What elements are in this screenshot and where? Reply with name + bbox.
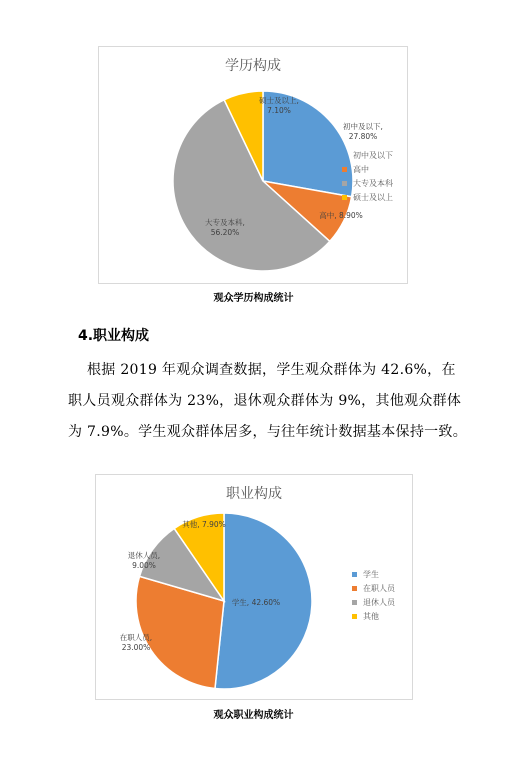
legend-label: 初中及以下	[353, 150, 393, 160]
pie-data-label-2: 退休人员, 9.00%	[127, 551, 161, 570]
legend-item-2	[352, 595, 395, 609]
legend-swatch	[352, 572, 357, 577]
legend-swatch	[342, 181, 347, 186]
occupation-chart-title: 职业构成	[226, 486, 282, 502]
legend-label: 大专及本科	[353, 178, 393, 188]
occupation-chart-frame	[95, 474, 413, 700]
legend-swatch	[352, 614, 357, 619]
section-heading: 4.职业构成	[78, 328, 150, 344]
education-chart-title: 学历构成	[225, 58, 281, 74]
pie-data-label-1: 在职人员, 23.00%	[119, 633, 153, 652]
pie-data-label-0: 初中及以下, 27.80%	[343, 122, 383, 141]
occupation-legend	[352, 567, 395, 623]
legend-label: 学生	[363, 569, 379, 579]
legend-label: 其他	[363, 611, 379, 621]
legend-swatch	[342, 153, 347, 158]
paragraph-line-3: 为 7.9%。学生观众群体居多，与往年统计数据基本保持一致。	[68, 424, 468, 440]
legend-label: 退休人员	[363, 597, 395, 607]
paragraph-line-1: 根据 2019 年观众调查数据，学生观众群体为 42.6%，在	[68, 362, 456, 378]
pie-data-label-0: 学生, 42.60%	[231, 598, 281, 607]
legend-item-3	[352, 609, 395, 623]
legend-label: 高中	[353, 164, 369, 174]
legend-swatch	[352, 600, 357, 605]
legend-item-3	[342, 190, 393, 204]
education-chart-caption: 观众学历构成统计	[213, 293, 294, 304]
legend-swatch	[352, 586, 357, 591]
pie-data-label-3: 其他, 7.90%	[182, 520, 226, 529]
education-chart-frame	[98, 46, 408, 284]
legend-item-0	[352, 567, 395, 581]
pie-data-label-3: 硕士及以上, 7.10%	[259, 96, 299, 115]
legend-item-2	[342, 176, 393, 190]
legend-swatch	[342, 167, 347, 172]
occupation-chart-caption: 观众职业构成统计	[213, 710, 294, 721]
paragraph-line-2: 职人员观众群体为 23%，退休观众群体为 9%，其他观众群体	[68, 393, 462, 409]
legend-label: 硕士及以上	[353, 192, 393, 202]
legend-item-1	[352, 581, 395, 595]
legend-swatch	[342, 195, 347, 200]
education-legend	[342, 148, 393, 204]
pie-data-label-2: 大专及本科, 56.20%	[205, 218, 245, 237]
legend-label: 在职人员	[363, 583, 395, 593]
legend-item-1	[342, 162, 393, 176]
pie-data-label-1: 高中, 8.90%	[319, 211, 363, 220]
legend-item-0	[342, 148, 393, 162]
